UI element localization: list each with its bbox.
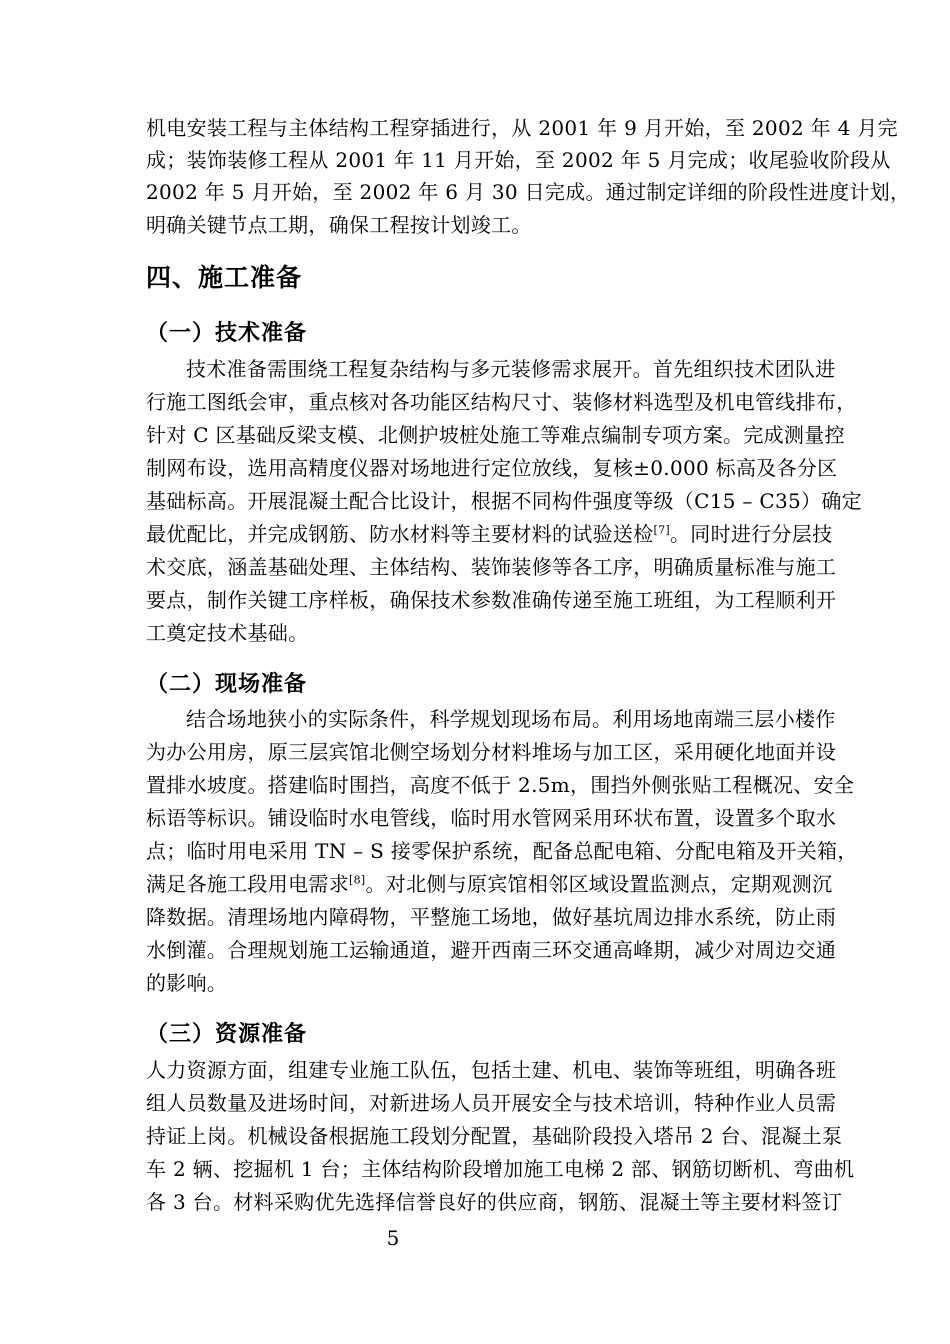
paragraph-line bbox=[146, 520, 832, 548]
paragraph-line: 工奠定技术基础。 bbox=[146, 621, 309, 645]
citation-ref: [8] bbox=[349, 873, 366, 887]
paragraph-line: 术交底，涵盖基础处理、主体结构、装饰装修等各工序，明确质量标准与施工 bbox=[146, 555, 837, 579]
subsection-heading-site: （二）现场准备 bbox=[146, 672, 308, 697]
line-text: 最优配比，并完成钢筋、防水材料等主要材料的试验送检 bbox=[146, 522, 654, 546]
paragraph-line: 制网布设，选用高精度仪器对场地进行定位放线，复核±0.000 标高及各分区 bbox=[146, 456, 838, 480]
line-text: 。同时进行分层技 bbox=[669, 522, 833, 546]
paragraph-line: 人力资源方面，组建专业施工队伍，包括土建、机电、装饰等班组，明确各班 bbox=[146, 1058, 837, 1082]
paragraph-line: 水倒灌。合理规划施工运输通道，避开西南三环交通高峰期，减少对周边交通 bbox=[146, 938, 837, 962]
paragraph-line: 要点，制作关键工序样板，确保技术参数准确传递至施工班组，为工程顺利开 bbox=[146, 588, 837, 612]
paragraph-line: 结合场地狭小的实际条件，科学规划现场布局。利用场地南端三层小楼作 bbox=[186, 707, 836, 731]
paragraph-line: 针对 C 区基础反梁支模、北侧护坡桩处施工等难点编制专项方案。完成测量控 bbox=[146, 423, 845, 447]
paragraph-line: 的影响。 bbox=[146, 971, 228, 995]
citation-ref: [7] bbox=[653, 523, 670, 537]
paragraph-line: 2002 年 5 月开始，至 2002 年 6 月 30 日完成。通过制定详细的阶段性进度计划， bbox=[146, 180, 911, 204]
paragraph-line: 为办公用房，原三层宾馆北侧空场划分材料堆场与加工区，采用硬化地面并设 bbox=[146, 740, 837, 764]
paragraph-line: 持证上岗。机械设备根据施工段划分配置，基础阶段投入塔吊 2 台、混凝土泵 bbox=[146, 1124, 843, 1148]
paragraph-line: 组人员数量及进场时间，对新进场人员开展安全与技术培训，特种作业人员需 bbox=[146, 1091, 837, 1115]
paragraph-line: 降数据。清理场地内障碍物，平整施工场地，做好基坑周边排水系统，防止雨 bbox=[146, 905, 837, 929]
paragraph-line: 成；装饰装修工程从 2001 年 11 月开始，至 2002 年 5 月完成；收尾验收阶段从 bbox=[146, 148, 891, 172]
paragraph-line: 点；临时用电采用 TN – S 接零保护系统，配备总配电箱、分配电箱及开关箱， bbox=[146, 839, 858, 863]
subsection-heading-resource: （三）资源准备 bbox=[146, 1022, 308, 1047]
paragraph-line: 明确关键节点工期，确保工程按计划竣工。 bbox=[146, 213, 532, 237]
paragraph-line: 置排水坡度。搭建临时围挡，高度不低于 2.5m，围挡外侧张贴工程概况、安全 bbox=[146, 773, 855, 797]
paragraph-line: 车 2 辆、挖掘机 1 台；主体结构阶段增加施工电梯 2 部、钢筋切断机、弯曲机 bbox=[146, 1157, 855, 1181]
paragraph-line: 基础标高。开展混凝土配合比设计，根据不同构件强度等级（C15 – C35）确定 bbox=[146, 489, 862, 513]
subsection-heading-tech: （一）技术准备 bbox=[146, 321, 308, 346]
paragraph-line: 技术准备需围绕工程复杂结构与多元装修需求展开。首先组织技术团队进 bbox=[186, 357, 836, 381]
paragraph-line: 机电安装工程与主体结构工程穿插进行，从 2001 年 9 月开始，至 2002 年 4 月完 bbox=[146, 116, 898, 140]
paragraph-line: 行施工图纸会审，重点核对各功能区结构尺寸、装修材料选型及机电管线排布， bbox=[146, 390, 857, 414]
line-text: 满足各施工段用电需求 bbox=[146, 872, 349, 896]
section-heading: 四、施工准备 bbox=[146, 263, 303, 292]
paragraph-line: 标语等标识。铺设临时水电管线，临时用水管网采用环状布置，设置多个取水 bbox=[146, 806, 837, 830]
page-number: 5 bbox=[386, 1226, 400, 1250]
line-text: 。对北侧与原宾馆相邻区域设置监测点，定期观测沉 bbox=[365, 872, 833, 896]
paragraph-line: 各 3 台。材料采购优先选择信誉良好的供应商，钢筋、混凝土等主要材料签订 bbox=[146, 1190, 843, 1214]
paragraph-line bbox=[146, 870, 832, 898]
